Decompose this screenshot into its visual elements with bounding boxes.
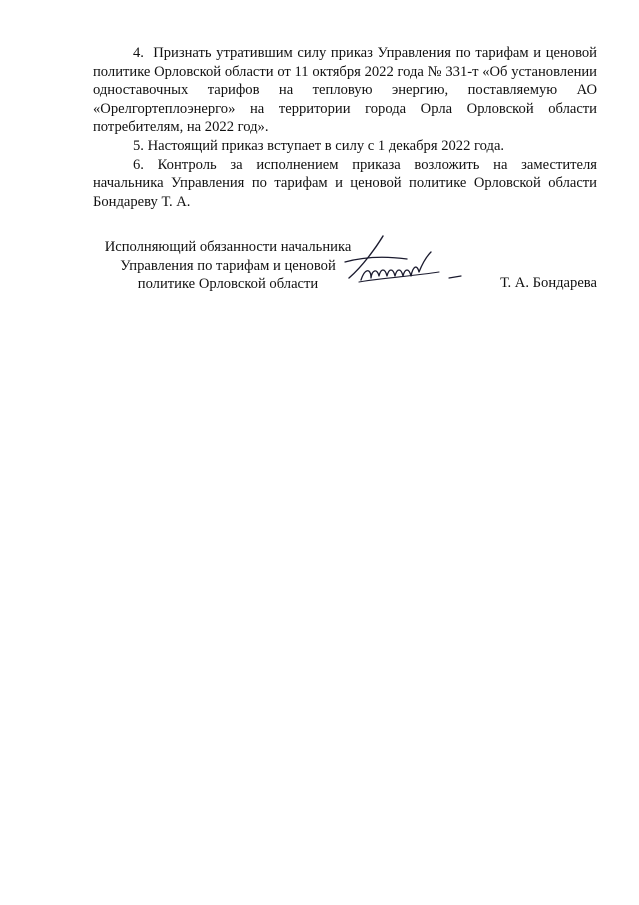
document-body	[93, 44, 597, 211]
signature-block	[93, 238, 597, 298]
signer-name: Т. А. Бондарева	[500, 275, 597, 291]
handwritten-signature	[343, 232, 473, 294]
paragraph-item-5: 5. Настоящий приказ вступает в силу с 1 декабря 2022 года.	[133, 137, 505, 154]
paragraph-item-4: 4. Признать утратившим силу приказ Управления по тарифам и ценовой политике Орловской области от 11 октября 2022 года № 331-т «Об установлении одноставочных тарифов на тепловую энергию, поставляемую АО «Орелгортеплоэнерго» на территории города Орла Орловской области потребителям, на 2022 год».	[93, 45, 597, 136]
paragraph-item-6: 6. Контроль за исполнением приказа возложить на заместителя начальника Управления по тарифам и ценовой политике Орловской области Бондареву Т. А.	[93, 156, 597, 210]
signer-title-line-3: политике Орловской области	[137, 276, 319, 293]
signer-title-line-1: Исполняющий обязанности начальника	[104, 239, 352, 255]
signer-title	[93, 238, 363, 294]
signer-title-line-2: Управления по тарифам и ценовой	[120, 257, 336, 274]
